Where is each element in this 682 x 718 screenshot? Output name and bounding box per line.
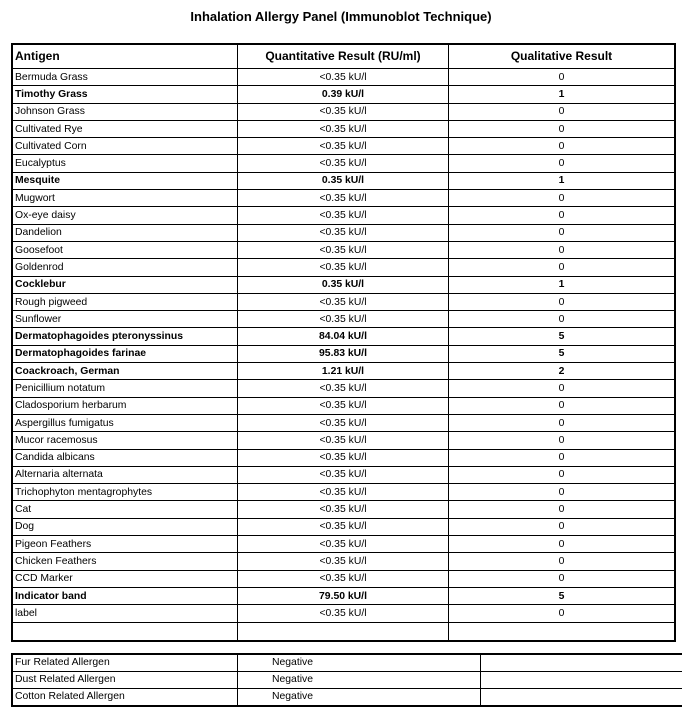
antigen-cell: Timothy Grass — [12, 86, 238, 103]
antigen-cell: Pigeon Feathers — [12, 536, 238, 553]
quantitative-cell: <0.35 kU/l — [238, 207, 449, 224]
antigen-cell: Johnson Grass — [12, 103, 238, 120]
quantitative-cell: <0.35 kU/l — [238, 241, 449, 258]
table-row — [12, 293, 675, 310]
table-row — [12, 570, 675, 587]
quantitative-cell: 1.21 kU/l — [238, 363, 449, 380]
table-row — [12, 311, 675, 328]
qualitative-cell: 1 — [449, 276, 676, 293]
qualitative-cell: 0 — [449, 501, 676, 518]
quantitative-cell: <0.35 kU/l — [238, 605, 449, 622]
summary-allergen-cell: Cotton Related Allergen — [12, 689, 238, 706]
blank-cell — [12, 622, 238, 641]
quantitative-cell: <0.35 kU/l — [238, 380, 449, 397]
antigen-cell: Sunflower — [12, 311, 238, 328]
antigen-cell: Dog — [12, 518, 238, 535]
quantitative-cell: <0.35 kU/l — [238, 259, 449, 276]
qualitative-cell: 0 — [449, 397, 676, 414]
summary-table — [11, 653, 682, 707]
quantitative-cell: <0.35 kU/l — [238, 449, 449, 466]
summary-row — [12, 689, 682, 706]
quantitative-cell: <0.35 kU/l — [238, 432, 449, 449]
antigen-cell: Indicator band — [12, 587, 238, 604]
qualitative-cell: 0 — [449, 536, 676, 553]
panel-title: Inhalation Allergy Panel (Immunoblot Technique) — [190, 9, 492, 24]
table-row — [12, 155, 675, 172]
qualitative-cell: 0 — [449, 570, 676, 587]
quantitative-cell: 95.83 kU/l — [238, 345, 449, 362]
antigen-cell: Mesquite — [12, 172, 238, 189]
table-row — [12, 466, 675, 483]
quantitative-cell: <0.35 kU/l — [238, 501, 449, 518]
quantitative-cell: <0.35 kU/l — [238, 155, 449, 172]
summary-empty-cell — [481, 654, 682, 671]
qualitative-cell: 0 — [449, 380, 676, 397]
qualitative-cell: 0 — [449, 553, 676, 570]
table-row — [12, 224, 675, 241]
antigen-cell: Cladosporium herbarum — [12, 397, 238, 414]
table-row — [12, 328, 675, 345]
antigen-cell: CCD Marker — [12, 570, 238, 587]
antigen-cell: label — [12, 605, 238, 622]
antigen-cell: Dermatophagoides pteronyssinus — [12, 328, 238, 345]
quantitative-cell: <0.35 kU/l — [238, 224, 449, 241]
table-row — [12, 553, 675, 570]
quantitative-cell: <0.35 kU/l — [238, 466, 449, 483]
qualitative-cell: 0 — [449, 190, 676, 207]
antigen-cell: Eucalyptus — [12, 155, 238, 172]
results-table — [11, 43, 676, 642]
table-row — [12, 363, 675, 380]
blank-cell — [238, 622, 449, 641]
summary-result-cell: Negative — [238, 689, 481, 706]
qualitative-cell: 1 — [449, 86, 676, 103]
table-row — [12, 397, 675, 414]
antigen-cell: Alternaria alternata — [12, 466, 238, 483]
quantitative-cell: <0.35 kU/l — [238, 138, 449, 155]
quantitative-cell: <0.35 kU/l — [238, 397, 449, 414]
qualitative-header: Qualitative Result — [449, 44, 676, 69]
quantitative-cell: <0.35 kU/l — [238, 536, 449, 553]
qualitative-cell: 0 — [449, 518, 676, 535]
qualitative-cell: 0 — [449, 224, 676, 241]
antigen-cell: Cocklebur — [12, 276, 238, 293]
quantitative-cell: <0.35 kU/l — [238, 120, 449, 137]
table-row — [12, 605, 675, 622]
summary-result-cell: Negative — [238, 671, 481, 688]
quantitative-cell: <0.35 kU/l — [238, 553, 449, 570]
quantitative-cell: <0.35 kU/l — [238, 484, 449, 501]
antigen-cell: Dandelion — [12, 224, 238, 241]
table-row — [12, 380, 675, 397]
qualitative-cell: 1 — [449, 172, 676, 189]
qualitative-cell: 0 — [449, 449, 676, 466]
summary-body — [12, 654, 682, 706]
table-row — [12, 449, 675, 466]
antigen-cell: Goldenrod — [12, 259, 238, 276]
table-row — [12, 484, 675, 501]
quantitative-cell: <0.35 kU/l — [238, 311, 449, 328]
summary-empty-cell — [481, 689, 682, 706]
antigen-header: Antigen — [12, 44, 238, 69]
antigen-cell: Cat — [12, 501, 238, 518]
quantitative-cell: <0.35 kU/l — [238, 190, 449, 207]
summary-result-cell: Negative — [238, 654, 481, 671]
summary-empty-cell — [481, 671, 682, 688]
antigen-cell: Mucor racemosus — [12, 432, 238, 449]
antigen-cell: Ox-eye daisy — [12, 207, 238, 224]
antigen-cell: Bermuda Grass — [12, 69, 238, 86]
quantitative-cell: 0.35 kU/l — [238, 172, 449, 189]
table-row — [12, 414, 675, 431]
quantitative-cell: <0.35 kU/l — [238, 293, 449, 310]
table-row — [12, 120, 675, 137]
table-row — [12, 241, 675, 258]
table-row — [12, 587, 675, 604]
quantitative-cell: <0.35 kU/l — [238, 414, 449, 431]
quantitative-header: Quantitative Result (RU/ml) — [238, 44, 449, 69]
results-body — [12, 69, 675, 641]
qualitative-cell: 0 — [449, 103, 676, 120]
antigen-cell: Rough pigweed — [12, 293, 238, 310]
antigen-cell: Penicillium notatum — [12, 380, 238, 397]
qualitative-cell: 0 — [449, 311, 676, 328]
summary-allergen-cell: Fur Related Allergen — [12, 654, 238, 671]
quantitative-cell: <0.35 kU/l — [238, 518, 449, 535]
table-row — [12, 207, 675, 224]
antigen-cell: Goosefoot — [12, 241, 238, 258]
antigen-cell: Chicken Feathers — [12, 553, 238, 570]
qualitative-cell: 0 — [449, 241, 676, 258]
quantitative-cell: <0.35 kU/l — [238, 69, 449, 86]
quantitative-cell: 0.39 kU/l — [238, 86, 449, 103]
table-row — [12, 536, 675, 553]
qualitative-cell: 0 — [449, 484, 676, 501]
table-row — [12, 103, 675, 120]
quantitative-cell: 0.35 kU/l — [238, 276, 449, 293]
antigen-cell: Cultivated Rye — [12, 120, 238, 137]
blank-cell — [449, 622, 676, 641]
qualitative-cell: 5 — [449, 345, 676, 362]
qualitative-cell: 0 — [449, 120, 676, 137]
summary-allergen-cell: Dust Related Allergen — [12, 671, 238, 688]
antigen-cell: Aspergillus fumigatus — [12, 414, 238, 431]
table-row — [12, 86, 675, 103]
qualitative-cell: 0 — [449, 69, 676, 86]
table-row — [12, 259, 675, 276]
qualitative-cell: 0 — [449, 155, 676, 172]
antigen-cell: Dermatophagoides farinae — [12, 345, 238, 362]
qualitative-cell: 0 — [449, 138, 676, 155]
qualitative-cell: 5 — [449, 587, 676, 604]
qualitative-cell: 5 — [449, 328, 676, 345]
qualitative-cell: 0 — [449, 207, 676, 224]
table-row — [12, 345, 675, 362]
table-row — [12, 190, 675, 207]
table-row — [12, 518, 675, 535]
quantitative-cell: 79.50 kU/l — [238, 587, 449, 604]
table-header-row — [12, 44, 675, 69]
qualitative-cell: 0 — [449, 605, 676, 622]
quantitative-cell: <0.35 kU/l — [238, 570, 449, 587]
table-row — [12, 432, 675, 449]
table-row — [12, 69, 675, 86]
blank-row — [12, 622, 675, 641]
table-row — [12, 138, 675, 155]
antigen-cell: Cultivated Corn — [12, 138, 238, 155]
quantitative-cell: <0.35 kU/l — [238, 103, 449, 120]
antigen-cell: Candida albicans — [12, 449, 238, 466]
summary-row — [12, 654, 682, 671]
qualitative-cell: 0 — [449, 432, 676, 449]
antigen-cell: Coackroach, German — [12, 363, 238, 380]
antigen-cell: Mugwort — [12, 190, 238, 207]
qualitative-cell: 0 — [449, 293, 676, 310]
summary-row — [12, 671, 682, 688]
table-row — [12, 276, 675, 293]
table-row — [12, 172, 675, 189]
antigen-cell: Trichophyton mentagrophytes — [12, 484, 238, 501]
qualitative-cell: 0 — [449, 259, 676, 276]
qualitative-cell: 2 — [449, 363, 676, 380]
qualitative-cell: 0 — [449, 414, 676, 431]
table-row — [12, 501, 675, 518]
qualitative-cell: 0 — [449, 466, 676, 483]
quantitative-cell: 84.04 kU/l — [238, 328, 449, 345]
